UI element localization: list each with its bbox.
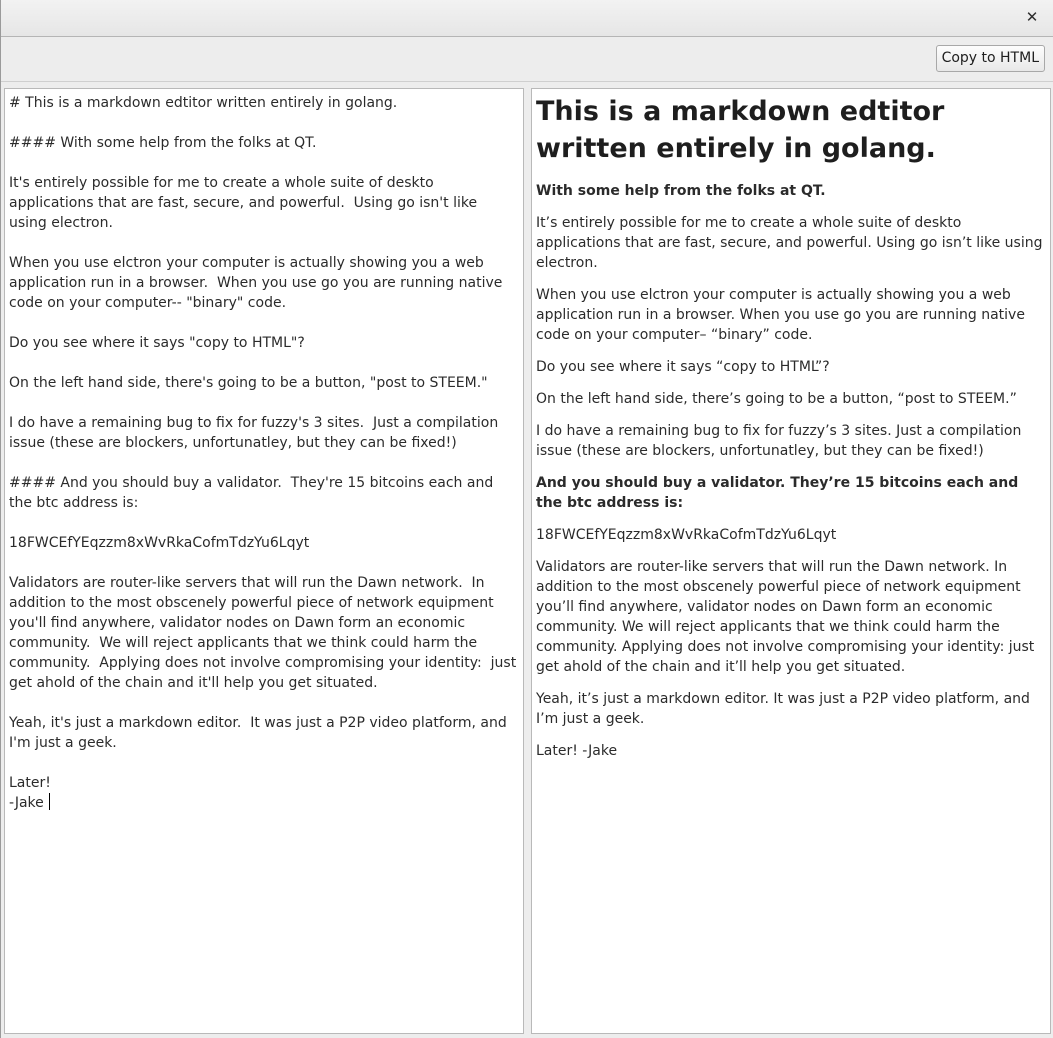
toolbar: [1, 37, 1053, 82]
preview-paragraph: I do have a remaining bug to fix for fuzzy’s 3 sites. Just a compilation issue (these are blockers, unfortunatley, but they can be fixed!): [536, 423, 1022, 459]
preview-btc-address: 18FWCEfYEqzzm8xWvRkaCofmTdzYu6Lqyt: [536, 527, 837, 543]
close-icon[interactable]: ✕: [1025, 8, 1039, 26]
editor-content: # This is a markdown edtitor written entirely in golang. #### With some help from the folks at QT. It's entirely possible for me to create a whole suite of deskto applications that are fast, secure, and powerful. Using go isn't like using electron. When you use elctron your computer is actually showing you a web application run in a browser. When you use go you are running native code on your computer-- "binary" code. Do you see where it says "copy to HTML"? On the left hand side, there's going to be a button, "post to STEEM." I do have a remaining bug to fix for fuzzy's 3 sites. Just a compilation issue (these are blockers, unfortunatley, but they can be fixed!) #### And you should buy a validator. They're 15 bitcoins each and the btc address is: 18FWCEfYEqzzm8xWvRkaCofmTdzYu6Lqyt Validators are router-like servers that will run the Dawn network. In addition to the most obscenely powerful piece of network equipment you'll find anywhere, validator nodes on Dawn form an economic community. We will reject applicants that we think could harm the community. Applying does not involve compromising your identity: just get ahold of the chain and it'll help you get situated. Yeah, it's just a markdown editor. It was just a P2P video platform, and I'm just a geek. Later! -Jake: [9, 95, 517, 811]
editor-text[interactable]: [5, 89, 523, 817]
preview-heading-4: With some help from the folks at QT.: [536, 183, 826, 199]
preview-paragraph: When you use elctron your computer is actually showing you a web application run in a browser. When you use go you are running native code on your computer– “binary” code.: [536, 287, 1025, 343]
preview-heading-4: And you should buy a validator. They’re 15 bitcoins each and the btc address is:: [536, 475, 1019, 511]
preview-paragraph: Yeah, it’s just a markdown editor. It was just a P2P video platform, and I’m just a geek.: [536, 691, 1030, 727]
html-preview: [531, 88, 1051, 1034]
markdown-editor[interactable]: [4, 88, 524, 1034]
preview-paragraph: It’s entirely possible for me to create a whole suite of deskto applications that are fast, secure, and powerful. Using go isn’t like using electron.: [536, 215, 1043, 271]
preview-signoff: Later! -Jake: [536, 743, 618, 759]
copy-to-html-button[interactable]: Copy to HTML: [936, 45, 1045, 72]
preview-paragraph: Validators are router-like servers that will run the Dawn network. In addition to the most obscenely powerful piece of network equipment you’ll find anywhere, validator nodes on Dawn form an economic community. We will reject applicants that we think could harm the community. Applying does not involve compromising your identity: just get ahold of the chain and it’ll help you get situated.: [536, 559, 1035, 675]
title-bar[interactable]: [1, 0, 1053, 37]
preview-heading-1: This is a markdown edtitor written entirely in golang.: [536, 96, 945, 164]
preview-paragraph: On the left hand side, there’s going to be a button, “post to STEEM.”: [536, 391, 1017, 407]
text-caret: [49, 793, 50, 810]
preview-paragraph: Do you see where it says “copy to HTML”?: [536, 359, 830, 375]
